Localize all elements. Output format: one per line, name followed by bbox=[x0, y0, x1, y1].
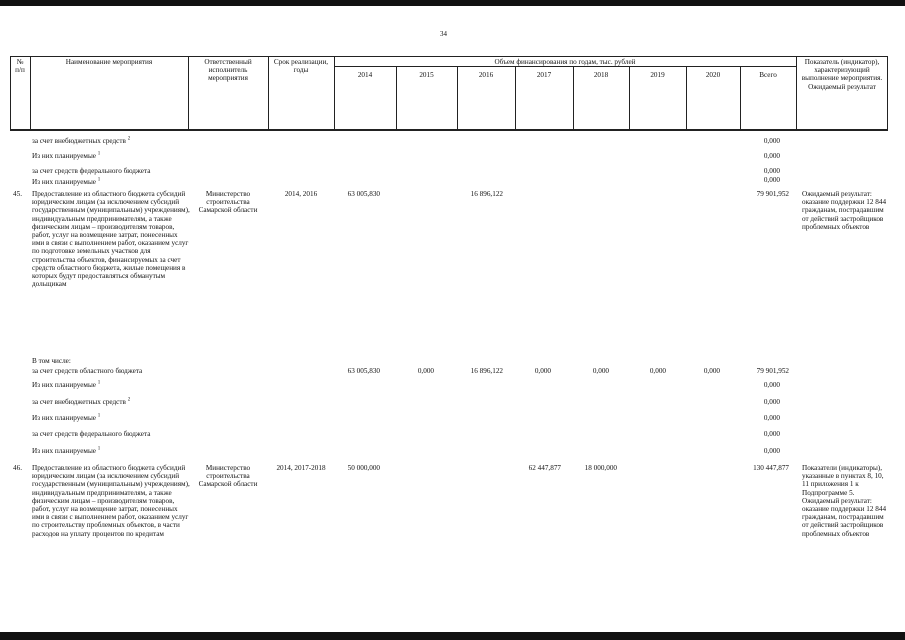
responsible-executor: Министерство строительства Самарской области bbox=[198, 464, 258, 489]
header-year: 2014 bbox=[357, 71, 373, 79]
table-cell: 0,000 bbox=[649, 367, 666, 375]
table-cell: 0,000 bbox=[534, 367, 551, 375]
row-number: 46. bbox=[13, 464, 22, 472]
row-label: за счет внебюджетных средств $^2$ bbox=[32, 136, 131, 145]
header-year: 2016 bbox=[478, 71, 494, 79]
value-2014: 63 005,830 bbox=[347, 190, 380, 198]
indicator: Ожидаемый результат: оказание поддержки 12 844 гражданам, пострадавшим от действий застройщиков проблемных объектов bbox=[802, 190, 887, 231]
header-indicator: Показатель (индикатор), характеризующий выполнение мероприятия. Ожидаемый результат bbox=[801, 58, 883, 91]
row-label: Из них планируемые $^1$ bbox=[32, 151, 101, 160]
header-year: 2018 bbox=[593, 71, 609, 79]
table-cell: 0,000 bbox=[703, 367, 720, 375]
value-2018: 18 000,000 bbox=[584, 464, 617, 472]
row-total: 0,000 bbox=[763, 167, 780, 175]
page-number: 34 bbox=[440, 30, 447, 38]
table-cell: 63 005,830 bbox=[347, 367, 380, 375]
row-label: за счет средств федерального бюджета bbox=[32, 167, 151, 175]
row-label: Из них планируемые $^1$ bbox=[32, 380, 101, 389]
table-cell: 16 896,122 bbox=[470, 367, 503, 375]
row-number: 45. bbox=[13, 190, 22, 198]
bottom-border bbox=[0, 632, 905, 640]
top-border bbox=[0, 0, 905, 6]
row-total: 0,000 bbox=[763, 137, 780, 145]
row-total: 0,000 bbox=[763, 152, 780, 160]
header-responsible: Ответственный исполнитель мероприятия bbox=[204, 58, 252, 83]
header-term: Срок реализации, годы bbox=[273, 58, 329, 75]
row-label: Из них планируемые $^1$ bbox=[32, 177, 101, 186]
value-total: 130 447,877 bbox=[753, 464, 789, 472]
header-year: 2015 bbox=[419, 71, 434, 79]
table-header bbox=[10, 56, 888, 130]
header-year: 2017 bbox=[536, 71, 552, 79]
header-num: № п/п bbox=[15, 58, 25, 75]
value-2017: 62 447,877 bbox=[528, 464, 561, 472]
measure-name: Предоставление из областного бюджета субсидий юридическим лицам (за исключением субсидий государственным (муниципальным) учреждениям), индивидуальным предпринимателям, а также физическим лицам – производителям товаров, работ, услуг на возмещение затрат, понесенных ими в связи с выполнением работ, оказанием услуг по подготовке земельных участков для строительства объектов, финансируемых за счет средств областного бюджета, жилые помещения в которых будут предоставляться обманутым дольщикам bbox=[32, 190, 190, 289]
row-label: за счет средств областного бюджета bbox=[32, 367, 143, 375]
row-label: Из них планируемые $^1$ bbox=[32, 446, 101, 455]
value-total: 79 901,952 bbox=[756, 190, 789, 198]
header-funding: Объем финансирования по годам, тыс. рублей bbox=[494, 58, 636, 66]
table-cell: 0,000 bbox=[763, 447, 780, 455]
table-cell: 79 901,952 bbox=[756, 367, 789, 375]
row-label: за счет внебюджетных средств $^2$ bbox=[32, 397, 131, 406]
table-cell: 0,000 bbox=[417, 367, 434, 375]
table-cell: 0,000 bbox=[592, 367, 609, 375]
header-year: 2019 bbox=[650, 71, 665, 79]
header-year: Всего bbox=[759, 71, 777, 79]
row-label: Из них планируемые $^1$ bbox=[32, 413, 101, 422]
row-label: за счет средств федерального бюджета bbox=[32, 430, 151, 438]
value-2014: 50 000,000 bbox=[347, 464, 380, 472]
value-2016: 16 896,122 bbox=[470, 190, 503, 198]
implementation-term: 2014, 2017-2018 bbox=[276, 464, 326, 472]
table-cell: 0,000 bbox=[763, 430, 780, 438]
row-total: 0,000 bbox=[763, 176, 780, 184]
indicator: Показатели (индикаторы), указанные в пунктах 8, 10, 11 приложения 1 к Подпрограмме 5. Ожидаемый результат: оказание поддержки 12 844 гражданам, пострадавшим от действий застройщиков проблемных объектов bbox=[802, 464, 887, 538]
measure-name: Предоставление из областного бюджета субсидий юридическим лицам (за исключением субсидий государственным (муниципальным) учреждениям), индивидуальным предпринимателям, а также физическим лицам – производителям товаров, работ, услуг на возмещение затрат, понесенных ими в связи с выполнением работ, оказанием услуг по строительству проблемных объектов, в части расходов на уплату процентов по кредитам bbox=[32, 464, 190, 538]
responsible-executor: Министерство строительства Самарской области bbox=[198, 190, 258, 215]
table-cell: 0,000 bbox=[763, 381, 780, 389]
header-year: 2020 bbox=[705, 71, 721, 79]
header-name: Наименование мероприятия bbox=[65, 58, 153, 66]
implementation-term: 2014, 2016 bbox=[284, 190, 318, 198]
breakdown-intro: В том числе: bbox=[32, 357, 71, 365]
table-cell: 0,000 bbox=[763, 414, 780, 422]
table-cell: 0,000 bbox=[763, 398, 780, 406]
